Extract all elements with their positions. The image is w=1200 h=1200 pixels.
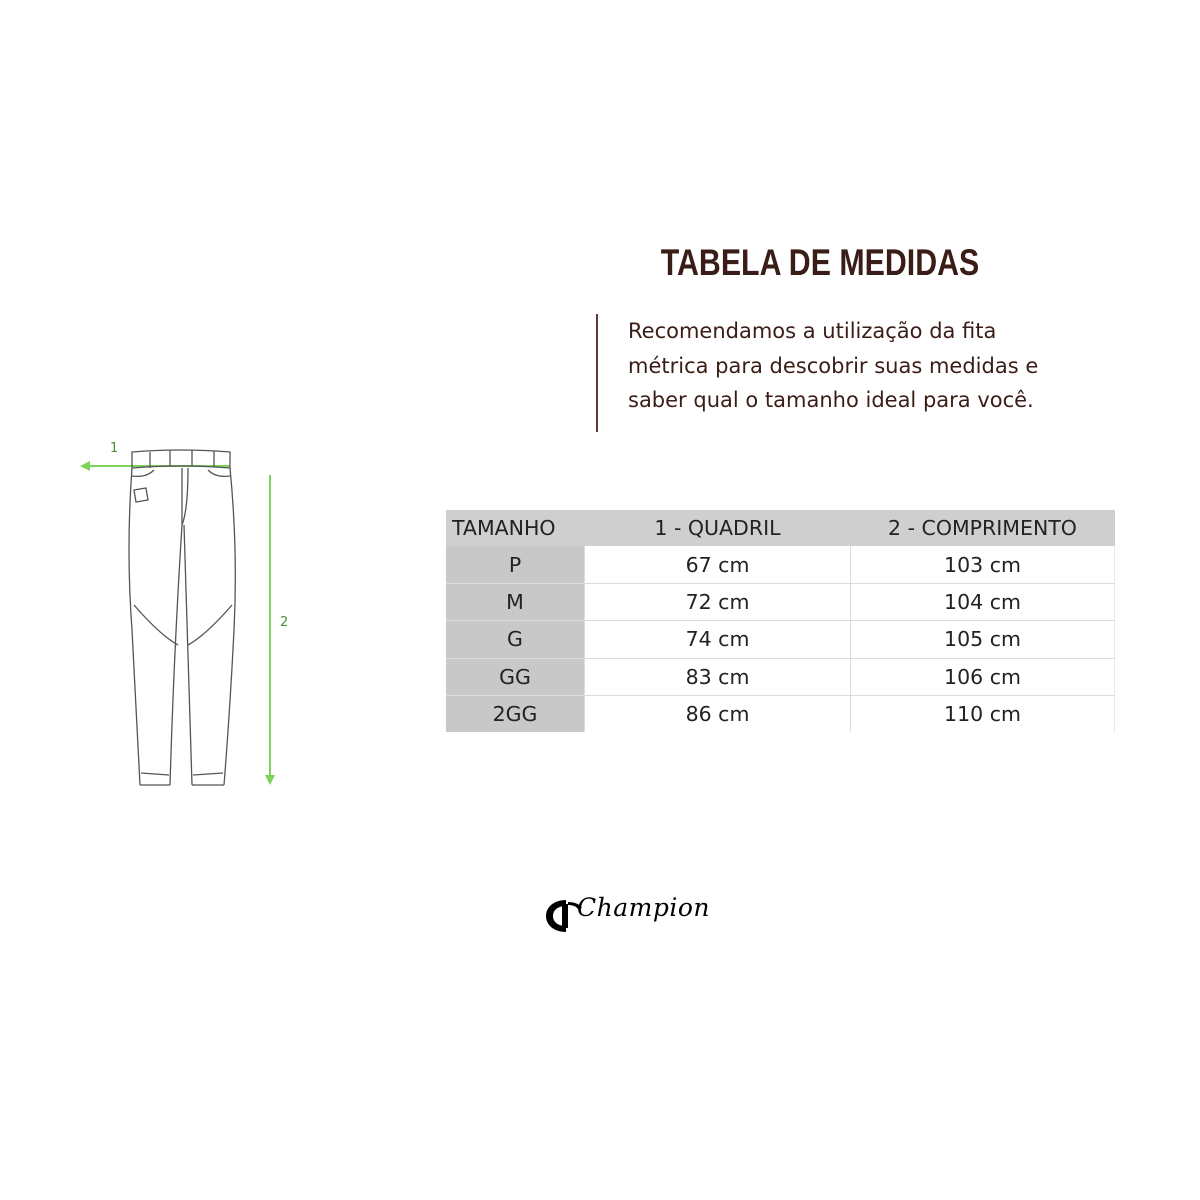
intro-text: Recomendamos a utilização da fita métrica para descobrir suas medidas e saber qual o tamanho ideal para você.: [628, 319, 1039, 412]
table-row: [446, 658, 1115, 695]
hip-cell: 74 cm: [585, 621, 851, 658]
table-row: [446, 583, 1115, 620]
table-row: [446, 546, 1115, 583]
length-cell: 103 cm: [851, 546, 1115, 583]
hip-cell: 67 cm: [585, 546, 851, 583]
length-cell: 106 cm: [851, 658, 1115, 695]
measure-2-label: 2: [280, 615, 289, 630]
length-measure-arrow: [265, 475, 275, 785]
measure-1-label: 1: [110, 441, 119, 456]
size-table: [446, 510, 1115, 732]
table-header-row: [446, 510, 1115, 546]
intro-block: [596, 314, 1048, 432]
table-row: [446, 621, 1115, 658]
size-cell: 2GG: [446, 695, 585, 732]
pants-illustration: [70, 430, 310, 800]
hip-cell: 86 cm: [585, 695, 851, 732]
length-cell: 105 cm: [851, 621, 1115, 658]
size-cell: P: [446, 546, 585, 583]
column-header-length: 2 - COMPRIMENTO: [851, 510, 1115, 546]
column-header-hip: 1 - QUADRIL: [585, 510, 851, 546]
pants-diagram: [70, 430, 310, 800]
pants-outline: [129, 450, 235, 785]
length-cell: 104 cm: [851, 583, 1115, 620]
size-cell: G: [446, 621, 585, 658]
size-cell: GG: [446, 658, 585, 695]
page-title: TABELA DE MEDIDAS: [660, 242, 980, 283]
champion-logo: [544, 888, 714, 948]
column-header-size: TAMANHO: [446, 510, 585, 546]
size-cell: M: [446, 583, 585, 620]
table-row: [446, 695, 1115, 732]
hip-cell: 72 cm: [585, 583, 851, 620]
brand-wordmark: Champion: [577, 893, 710, 922]
hip-cell: 83 cm: [585, 658, 851, 695]
length-cell: 110 cm: [851, 695, 1115, 732]
